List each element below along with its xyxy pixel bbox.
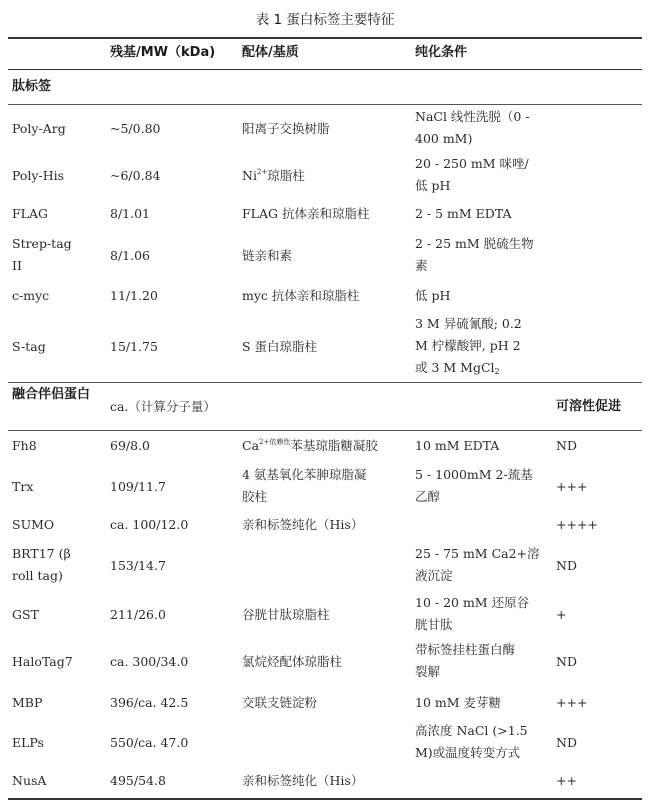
row-mw: 8/1.06 <box>110 248 150 263</box>
row-solubility: +++ <box>556 695 588 710</box>
condition-line: 2 - 25 mM 脱硫生物 <box>415 236 534 251</box>
row-condition: 低 pH <box>415 288 451 303</box>
row-ligand: $Ni^{2+}$琼脂柱 <box>242 168 305 183</box>
row-solubility: ++ <box>556 773 577 788</box>
section-rule <box>8 104 642 105</box>
row-name: c-myc <box>12 288 50 303</box>
row-ligand: 阳离子交换树脂 <box>242 121 330 136</box>
section-rule <box>8 430 642 431</box>
section-rule <box>8 382 642 383</box>
row-name: Trx <box>12 479 34 494</box>
row-ligand: myc 抗体亲和琼脂柱 <box>242 288 360 303</box>
header-rule <box>8 69 642 70</box>
row-solubility: ++++ <box>556 517 598 532</box>
row-condition <box>415 464 555 508</box>
top-rule <box>8 37 642 39</box>
condition-line: 5 - 1000mM 2-巯基 <box>415 467 533 482</box>
condition-line: 3 M 异硫氰酸; 0.2 <box>415 316 522 331</box>
row-condition <box>415 233 555 277</box>
row-ligand: 链亲和素 <box>242 248 293 263</box>
condition-line: 10 - 20 mM 还原谷 <box>415 595 530 610</box>
header-purification: 纯化条件 <box>415 45 468 60</box>
row-solubility: ND <box>556 558 577 573</box>
row-solubility: + <box>556 607 567 622</box>
row-ligand: FLAG 抗体亲和琼脂柱 <box>242 206 370 221</box>
row-mw: 15/1.75 <box>110 339 158 354</box>
row-mw: ~5/0.80 <box>110 121 161 136</box>
header-solubility: 可溶性促进 <box>556 399 622 414</box>
row-name: FLAG <box>12 206 48 221</box>
header-residues: 残基/MW（kDa) <box>110 45 216 60</box>
row-ligand: 交联支链淀粉 <box>242 695 318 710</box>
table-caption: 表 1 蛋白标签主要特征 <box>255 12 395 28</box>
row-condition: 10 mM 麦芽糖 <box>415 695 502 710</box>
condition-line: 胱甘肽 <box>415 617 453 632</box>
row-condition: 10 mM EDTA <box>415 438 500 453</box>
condition-line: 20 - 250 mM 咪唑/ <box>415 156 529 171</box>
row-ligand: 4 氨基氧化苯胂琼脂凝 胶柱 <box>242 467 367 504</box>
row-name: Poly-Arg <box>12 121 66 136</box>
row-condition <box>415 106 555 150</box>
condition-line: 液沉淀 <box>415 568 453 583</box>
row-mw: ca. 300/34.0 <box>110 654 189 669</box>
row-mw: 550/ca. 47.0 <box>110 735 189 750</box>
row-condition <box>415 720 555 764</box>
row-mw: 153/14.7 <box>110 558 166 573</box>
condition-line: 25 - 75 mM Ca2+溶 <box>415 546 540 561</box>
condition-line: 低 pH <box>415 178 451 193</box>
condition-line: M)或温度转变方式 <box>415 745 521 760</box>
row-ligand: 亲和标签纯化（His） <box>242 773 364 788</box>
row-mw: ~6/0.84 <box>110 168 161 183</box>
row-ligand: 谷胱甘肽琼脂柱 <box>242 607 330 622</box>
condition-line: 带标签挂柱蛋白酶 <box>415 642 516 657</box>
condition-line: 400 mM) <box>415 131 473 146</box>
row-name: SUMO <box>12 517 55 532</box>
row-mw: 69/8.0 <box>110 438 150 453</box>
row-name: HaloTag7 <box>12 654 73 669</box>
row-condition: 2 - 5 mM EDTA <box>415 206 512 221</box>
condition-line: 或 3 M MgCl$_2$ <box>415 360 500 376</box>
condition-line: M 柠檬酸钾, pH 2 <box>415 338 521 353</box>
row-ligand: S 蛋白琼脂柱 <box>242 339 318 354</box>
row-condition <box>415 639 555 683</box>
row-condition <box>415 313 555 379</box>
row-mw: 396/ca. 42.5 <box>110 695 189 710</box>
row-name: Fh8 <box>12 438 37 453</box>
row-mw: 211/26.0 <box>110 607 166 622</box>
condition-line: 高浓度 NaCl (>1.5 <box>415 723 528 738</box>
condition-line: 乙醇 <box>415 489 441 504</box>
row-mw: 11/1.20 <box>110 288 158 303</box>
row-mw: ca. 100/12.0 <box>110 517 189 532</box>
row-name: NusA <box>12 773 47 788</box>
bottom-rule <box>8 798 642 800</box>
row-ligand: 氯烷烃配体琼脂柱 <box>242 654 343 669</box>
row-name: GST <box>12 607 39 622</box>
row-solubility: +++ <box>556 479 588 494</box>
row-name: Strep-tag II <box>12 236 72 273</box>
header-ligand: 配体/基质 <box>242 45 299 60</box>
row-mw: 495/54.8 <box>110 773 166 788</box>
section-fusion-partners: 融合伴侣蛋白 <box>12 387 91 402</box>
row-name: MBP <box>12 695 43 710</box>
row-condition <box>415 592 555 636</box>
row-solubility: ND <box>556 735 577 750</box>
row-solubility: ND <box>556 438 577 453</box>
row-name: ELPs <box>12 735 44 750</box>
row-name: BRT17 (β roll tag) <box>12 546 71 583</box>
section-fusion-note: ca.（计算分子量） <box>110 399 216 414</box>
condition-line: 裂解 <box>415 664 441 679</box>
row-mw: 109/11.7 <box>110 479 166 494</box>
row-name: S-tag <box>12 339 46 354</box>
row-condition <box>415 153 555 197</box>
condition-line: 素 <box>415 258 428 273</box>
row-solubility: ND <box>556 654 577 669</box>
row-ligand: $Ca^{2+依赖性}$苯基琼脂糖凝胶 <box>242 438 378 453</box>
row-ligand: 亲和标签纯化（His） <box>242 517 364 532</box>
row-name: Poly-His <box>12 168 65 183</box>
condition-line: NaCl 线性洗脱（0 - <box>415 109 530 124</box>
row-mw: 8/1.01 <box>110 206 150 221</box>
row-condition <box>415 543 555 587</box>
section-peptide-tags: 肽标签 <box>12 79 52 94</box>
